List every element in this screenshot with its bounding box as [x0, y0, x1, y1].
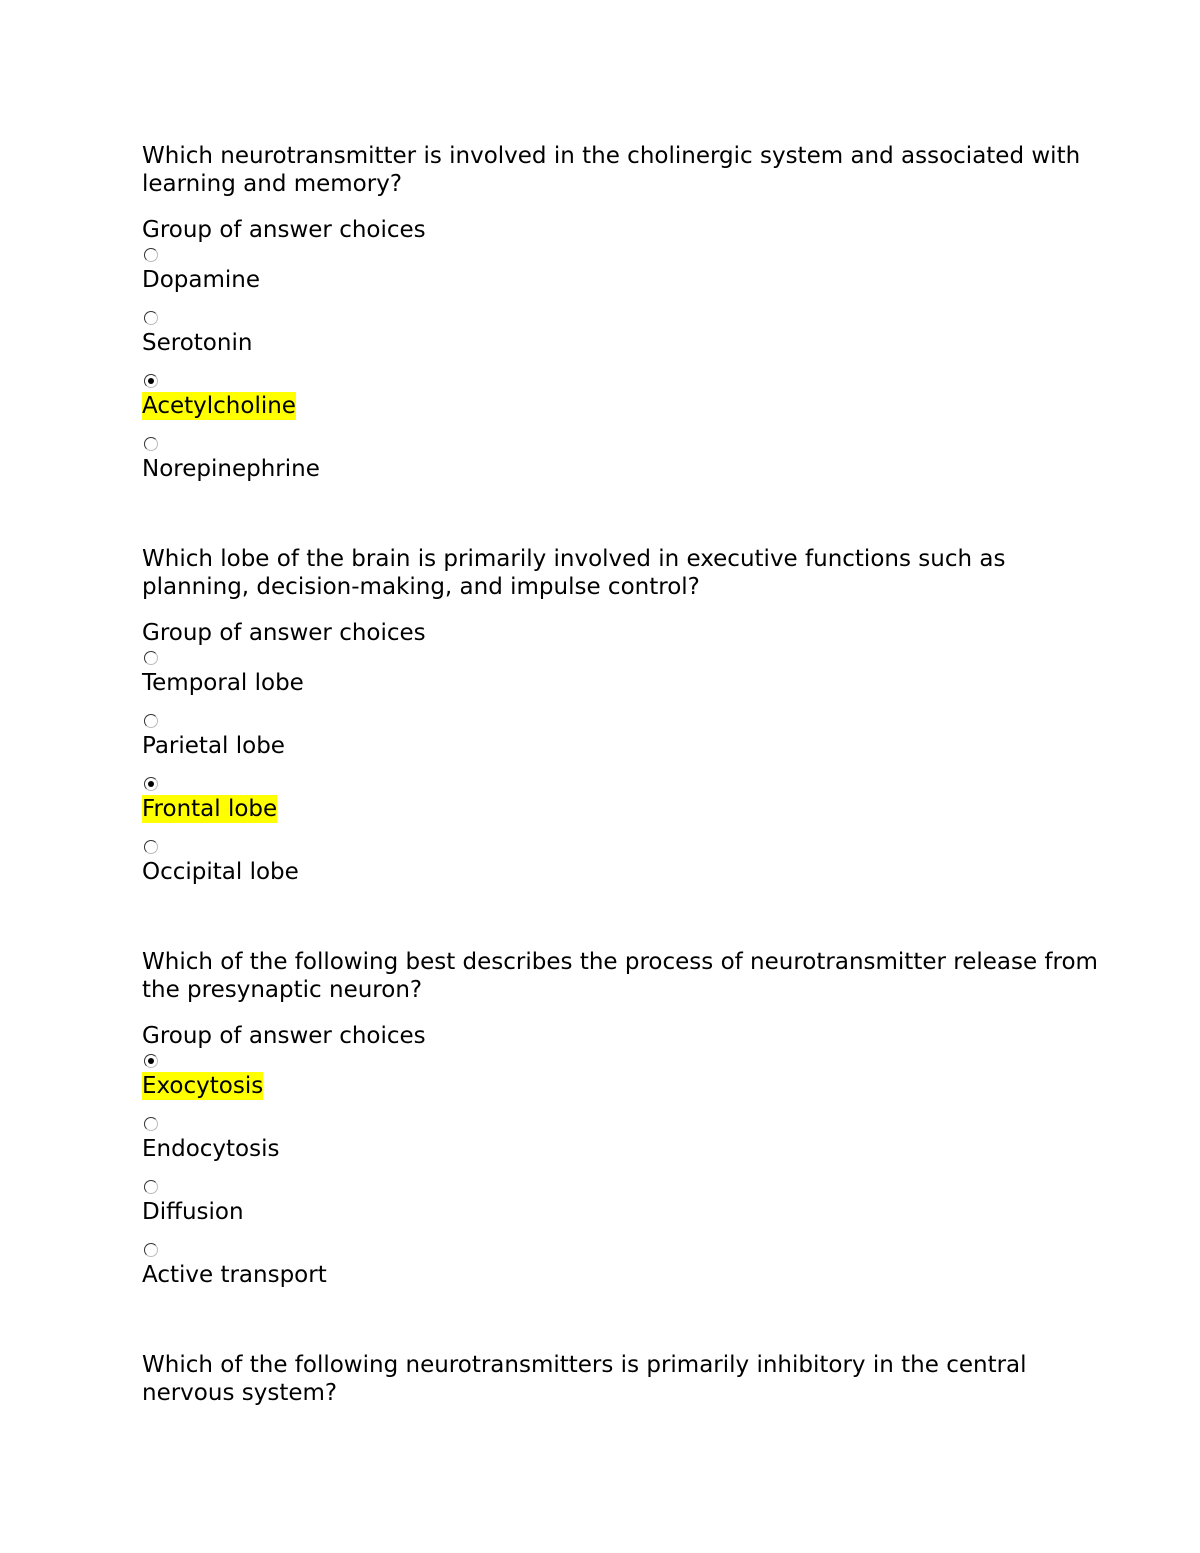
choice-label-highlighted[interactable]: Acetylcholine [142, 393, 296, 419]
answer-choice-selected[interactable] [142, 773, 1102, 836]
group-label: Group of answer choices [142, 217, 426, 243]
radio-button[interactable] [144, 840, 158, 854]
question-4 [142, 1351, 1102, 1407]
choice-label[interactable]: Norepinephrine [142, 456, 320, 482]
question-1 [142, 142, 1102, 496]
question-text: Which of the following neurotransmitters is primarily inhibitory in the central nervous system? [142, 1352, 1027, 1406]
question-3 [142, 948, 1102, 1302]
choice-label[interactable]: Active transport [142, 1262, 327, 1288]
group-label: Group of answer choices [142, 1023, 426, 1049]
radio-button[interactable] [144, 437, 158, 451]
answer-choice[interactable] [142, 307, 1102, 370]
radio-button-checked[interactable] [144, 1054, 158, 1068]
radio-button[interactable] [144, 1243, 158, 1257]
choice-label[interactable]: Temporal lobe [142, 670, 304, 696]
radio-button[interactable] [144, 1117, 158, 1131]
choice-label[interactable]: Occipital lobe [142, 859, 299, 885]
answer-choice[interactable] [142, 244, 1102, 307]
answer-choice[interactable] [142, 433, 1102, 496]
radio-button[interactable] [144, 651, 158, 665]
radio-button[interactable] [144, 248, 158, 262]
choice-label-highlighted[interactable]: Exocytosis [142, 1073, 264, 1099]
radio-button[interactable] [144, 311, 158, 325]
radio-button[interactable] [144, 1180, 158, 1194]
question-2 [142, 545, 1102, 899]
choice-label[interactable]: Dopamine [142, 267, 260, 293]
answer-choice[interactable] [142, 710, 1102, 773]
choice-label[interactable]: Endocytosis [142, 1136, 280, 1162]
choice-label[interactable]: Parietal lobe [142, 733, 285, 759]
answer-choice[interactable] [142, 1239, 1102, 1302]
answer-choice[interactable] [142, 836, 1102, 899]
choice-label[interactable]: Diffusion [142, 1199, 244, 1225]
question-text: Which lobe of the brain is primarily involved in executive functions such as planning, decision-making, and impulse control? [142, 546, 1006, 600]
answer-choice[interactable] [142, 1176, 1102, 1239]
choice-label-highlighted[interactable]: Frontal lobe [142, 796, 278, 822]
radio-button-checked[interactable] [144, 777, 158, 791]
question-text: Which of the following best describes the process of neurotransmitter release from the presynaptic neuron? [142, 949, 1098, 1003]
group-label: Group of answer choices [142, 620, 426, 646]
answer-choice-selected[interactable] [142, 370, 1102, 433]
answer-choice-selected[interactable] [142, 1050, 1102, 1113]
question-text: Which neurotransmitter is involved in the cholinergic system and associated with learning and memory? [142, 143, 1081, 197]
choice-label[interactable]: Serotonin [142, 330, 253, 356]
answer-choice[interactable] [142, 647, 1102, 710]
answer-choice[interactable] [142, 1113, 1102, 1176]
radio-button-checked[interactable] [144, 374, 158, 388]
radio-button[interactable] [144, 714, 158, 728]
